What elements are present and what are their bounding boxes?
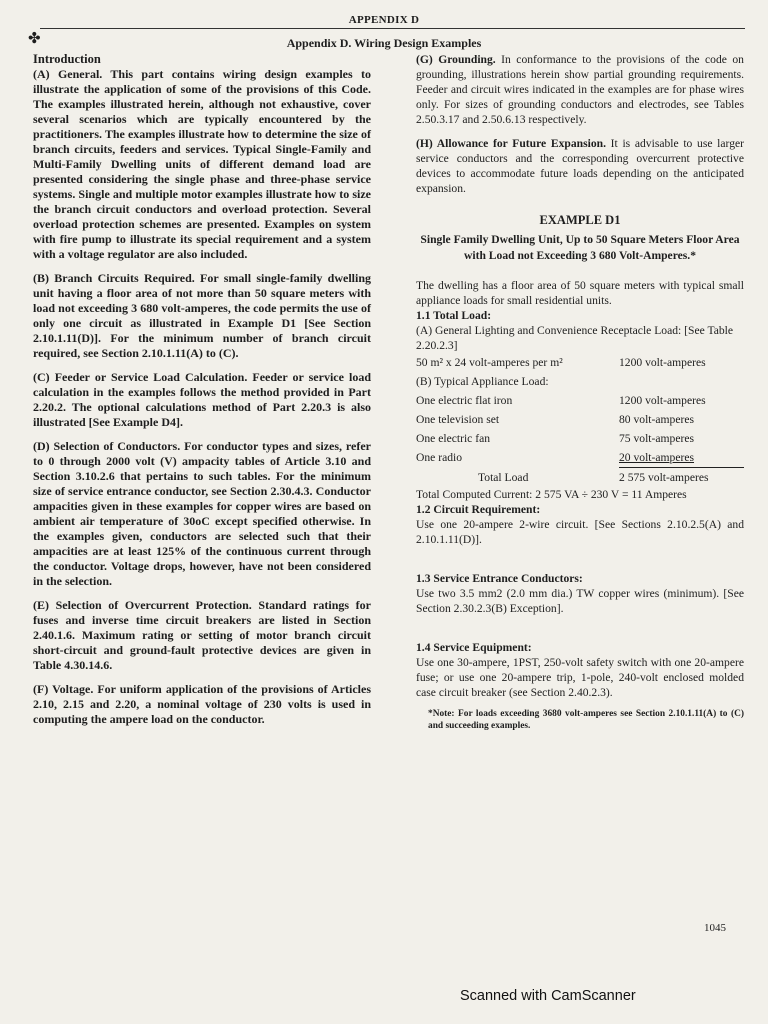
load-value: 80 volt-amperes [619, 413, 695, 426]
total-label: Total Load [478, 470, 529, 484]
circuit-requirement-heading: 1.2 Circuit Requirement: [416, 503, 541, 516]
paragraph-future-expansion [416, 136, 744, 196]
footnote: *Note: For loads exceeding 3680 volt-amperes see Section 2.10.1.11(A) to (C) and succeeding examples. [428, 709, 744, 731]
table-row [416, 448, 744, 468]
paragraph-text: Standard ratings for fuses and inverse time circuit breakers are listed in Section 2.40.1.6. Maximum rating or setting of motor branch circuit short-circuit and ground-fault protective devices are given in Table 4.30.14.6. [33, 598, 371, 672]
computed-current: Total Computed Current: 2 575 VA ÷ 230 V = 11 Amperes [416, 488, 687, 501]
paragraph-voltage [33, 682, 371, 727]
paragraph-lead: (C) Feeder or Service Load Calculation. [33, 370, 248, 384]
paragraph-text: It is advisable to use larger service conductors and the corresponding overcurrent protective devices to accommodate future loads depending on the anticipated expansion. [416, 137, 744, 195]
load-label: One electric fan [416, 432, 491, 445]
service-equipment-heading: 1.4 Service Equipment: [416, 641, 532, 654]
paragraph-lead: (G) Grounding. [416, 53, 496, 66]
left-column [33, 52, 371, 727]
underlined-value: 20 volt-amperes [619, 451, 695, 464]
paragraph-grounding [416, 52, 744, 127]
paragraph-lead: (A) General. [33, 67, 103, 81]
paragraph-text: Feeder or service load calculation in the examples follows the method provided in Part 2.20.2. The optional calculations method of Part 2.20.3 is also illustrated [See Example D4]. [33, 370, 371, 429]
load-label: One radio [416, 451, 463, 464]
paragraph-text: In conformance to the provisions of the code on grounding, illustrations herein show partial grounding requirements. Feeder and circuit wires indicated in the examples are for phase wires only. For sizes of grounding conductors and electrodes, see Tables 2.50.3.17 and 2.50.6.13 respectively. [416, 53, 744, 126]
general-lighting-text: (A) General Lighting and Convenience Receptacle Load: [See Table 2.20.2.3] [416, 324, 734, 352]
appendix-title: Appendix D. Wiring Design Examples [286, 36, 482, 50]
right-column [416, 52, 744, 732]
load-value: 1200 volt-amperes [619, 356, 706, 369]
load-label: One electric flat iron [416, 394, 513, 407]
table-row-total [416, 468, 744, 488]
service-entrance-text: Use two 3.5 mm2 (2.0 mm dia.) TW copper wires (minimum). [See Section 2.30.2.3(B) Exception]. [416, 587, 744, 615]
table-row [416, 391, 744, 410]
paragraph-lead: (H) Allowance for Future Expansion. [416, 137, 606, 150]
paragraph-text: This part contains wiring design examples to illustrate the application of some of the provisions of this Code. The examples illustrated herein, although not exhaustive, cover several scenarios which are typically encountered by the practitioners. The examples illustrate how to determine the size of branch circuits, feeders and services. Typical Single-Family and Multi-Family Dwelling units of different demand load are presented considering the single phase and three-phase service systems. Single and multiple motor examples illustrate how to size the branch circuit conductors and overload protection. Several overload protection schemes are presented. Examples on system with fire pump to illustrate its special requirement and a system with a voltage regulator are also included. [33, 67, 371, 261]
load-value [619, 448, 744, 468]
example-label: EXAMPLE D1 [539, 213, 621, 227]
example-intro: The dwelling has a floor area of 50 square meters with typical small appliance loads for small residential units. [416, 279, 744, 307]
load-value: 1200 volt-amperes [619, 394, 706, 407]
total-value: 2 575 volt-amperes [619, 471, 709, 484]
paragraph-text: For small single-family dwelling unit having a floor area of not more than 50 square meters with load not exceeding 3 680 volt-amperes, the code permits the use of only one circuit as illustrated in Example D1 [See Section 2.10.1.11(D)]. For the minimum number of branch circuit required, see Section 2.10.1.11(A) to (C). [33, 271, 371, 360]
paragraph-lead: (E) Selection of Overcurrent Protection. [33, 598, 252, 612]
camscanner-watermark: Scanned with CamScanner [460, 988, 636, 1004]
paragraph-general [33, 67, 371, 262]
service-entrance-heading: 1.3 Service Entrance Conductors: [416, 572, 583, 585]
service-equipment-text: Use one 30-ampere, 1PST, 250-volt safety switch with one 20-ampere fuse; or use one 20-ampere trip, 1-pole, 240-volt enclosed molded case circuit breaker (see Section 2.40.2.3). [416, 656, 744, 699]
load-value: 75 volt-amperes [619, 432, 695, 445]
appliance-load-heading: (B) Typical Appliance Load: [416, 375, 549, 388]
paragraph-branch-circuits [33, 271, 371, 361]
paragraph-feeder-load [33, 370, 371, 430]
circuit-requirement-text: Use one 20-ampere 2-wire circuit. [See Sections 2.10.2.5(A) and 2.10.1.11(D)]. [416, 518, 744, 546]
table-row [416, 410, 744, 429]
paragraph-text: For conductor types and sizes, refer to 0 through 2000 volt (V) ampacity tables of Article 3.10 and Section 3.10.2.6 that pertains to such tables. For the minimum size of service entrance conductor, see Section 2.30.4.3. Conductor ampacities given in these examples for copper wires are based on ambient air temperature of 30oC except specified otherwise. In the examples given, conductors are selected such that their ampacities are at least 125% of the continuous current through the conductor. Voltage drops, however, have not been considered in the selection. [33, 439, 371, 588]
example-title: Single Family Dwelling Unit, Up to 50 Square Meters Floor Area with Load not Exceeding 3 680 Volt-Amperes.* [420, 233, 740, 262]
corner-mark-icon: ✤ [28, 31, 41, 47]
header-rule [40, 28, 745, 29]
example-heading [416, 212, 744, 264]
paragraph-lead: (F) Voltage. [33, 682, 94, 696]
paragraph-lead: (D) Selection of Conductors. [33, 439, 181, 453]
table-row [416, 353, 744, 372]
page-number: 1045 [704, 922, 726, 934]
running-head: APPENDIX D [348, 14, 420, 26]
paragraph-text: For uniform application of the provisions of Articles 2.10, 2.15 and 2.20, a nominal voltage of 230 volts is used in computing the ampere load on the conductor. [33, 682, 371, 726]
load-label: 50 m² x 24 volt-amperes per m² [416, 356, 563, 369]
table-row [416, 372, 744, 391]
total-load-heading: 1.1 Total Load: [416, 309, 492, 322]
table-row [416, 429, 744, 448]
paragraph-lead: (B) Branch Circuits Required. [33, 271, 195, 285]
load-table [416, 353, 744, 487]
paragraph-overcurrent [33, 598, 371, 673]
load-label: One television set [416, 413, 500, 426]
paragraph-conductors [33, 439, 371, 589]
introduction-heading: Introduction [33, 52, 101, 66]
